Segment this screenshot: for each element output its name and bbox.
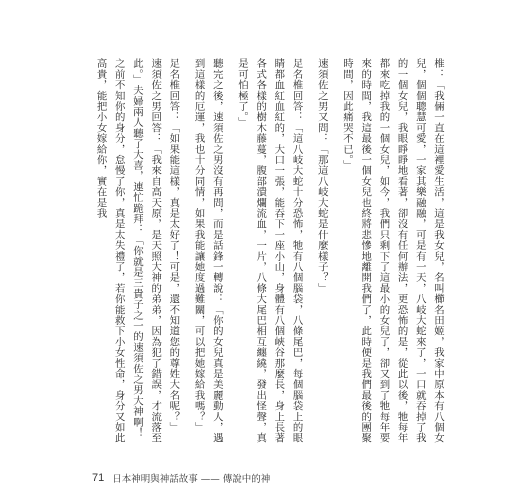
page-footer — [92, 471, 270, 485]
paragraph-6: 速須佐之男回答：「我來自高天原，是天照大神的弟弟，因為犯了錯誤，才流落至此。」夫婦兩人聽了大喜，連忙跪拜：「你就是三貴子之一的速須佐之男大神啊！之前不知你的身分，怠慢了你，真是太失禮了，若你能救下小女性命，身分又如此高貴，能把小女嫁給你，實在是我 — [94, 58, 162, 444]
paragraph-3: 足名椎回答：「這八岐大蛇十分恐怖，牠有八個腦袋，八條尾巴，每個腦袋上的眼睛都血紅血紅的，大口一張，能吞下一座小山，身體有八個峽谷那麼長，身上長著各式各樣的樹木藤蔓，腹部潰爛流血，一片，八條大尾巴相互纏繞，發出怪聲，真是可怕極了。」 — [235, 58, 303, 444]
paragraph-1: 椎：「我倆一直在這裡愛生活，這是我女兒，名叫櫛名田姬，我家中原本有八個女兒，個個聰慧可愛，一家其樂融融，可是有一天，八岐大蛇來了，一口就吞掉了我的一個女兒，我眼睜睜地看著，卻沒有任何辦法，更恐怖的是，從此以後，牠每年都來吃掉我的一個女兒，如今，我們只剩下了這最小的女兒了，卻又到了牠每年要來的時間，我這最後一個女兒也終將悲慘地離開我們了，此時便是我們最後的團聚時間，因此痛哭不已。」 — [340, 58, 444, 444]
paragraph-2: 速須佐之男又問：「那這八岐大蛇是什麼樣子？」 — [315, 58, 328, 294]
paragraph-5: 足名椎回答：「如果能這樣，真是太好了！可是，還不知道您的尊姓大名呢？」 — [167, 58, 180, 433]
paragraph-4: 聽完之後，速須佐之男沒有再問，而是話鋒一轉說：「你的女兒真是美麗動人，遇到這樣的厄運，我也十分同情，如果我能讓她度過難關，可以把她嫁給我嗎？」 — [192, 58, 223, 444]
page-number: 71 — [92, 472, 105, 484]
running-title: 日本神明與神話故事 —— 傳說中的神 — [112, 474, 271, 485]
vertical-text-block — [44, 58, 454, 448]
